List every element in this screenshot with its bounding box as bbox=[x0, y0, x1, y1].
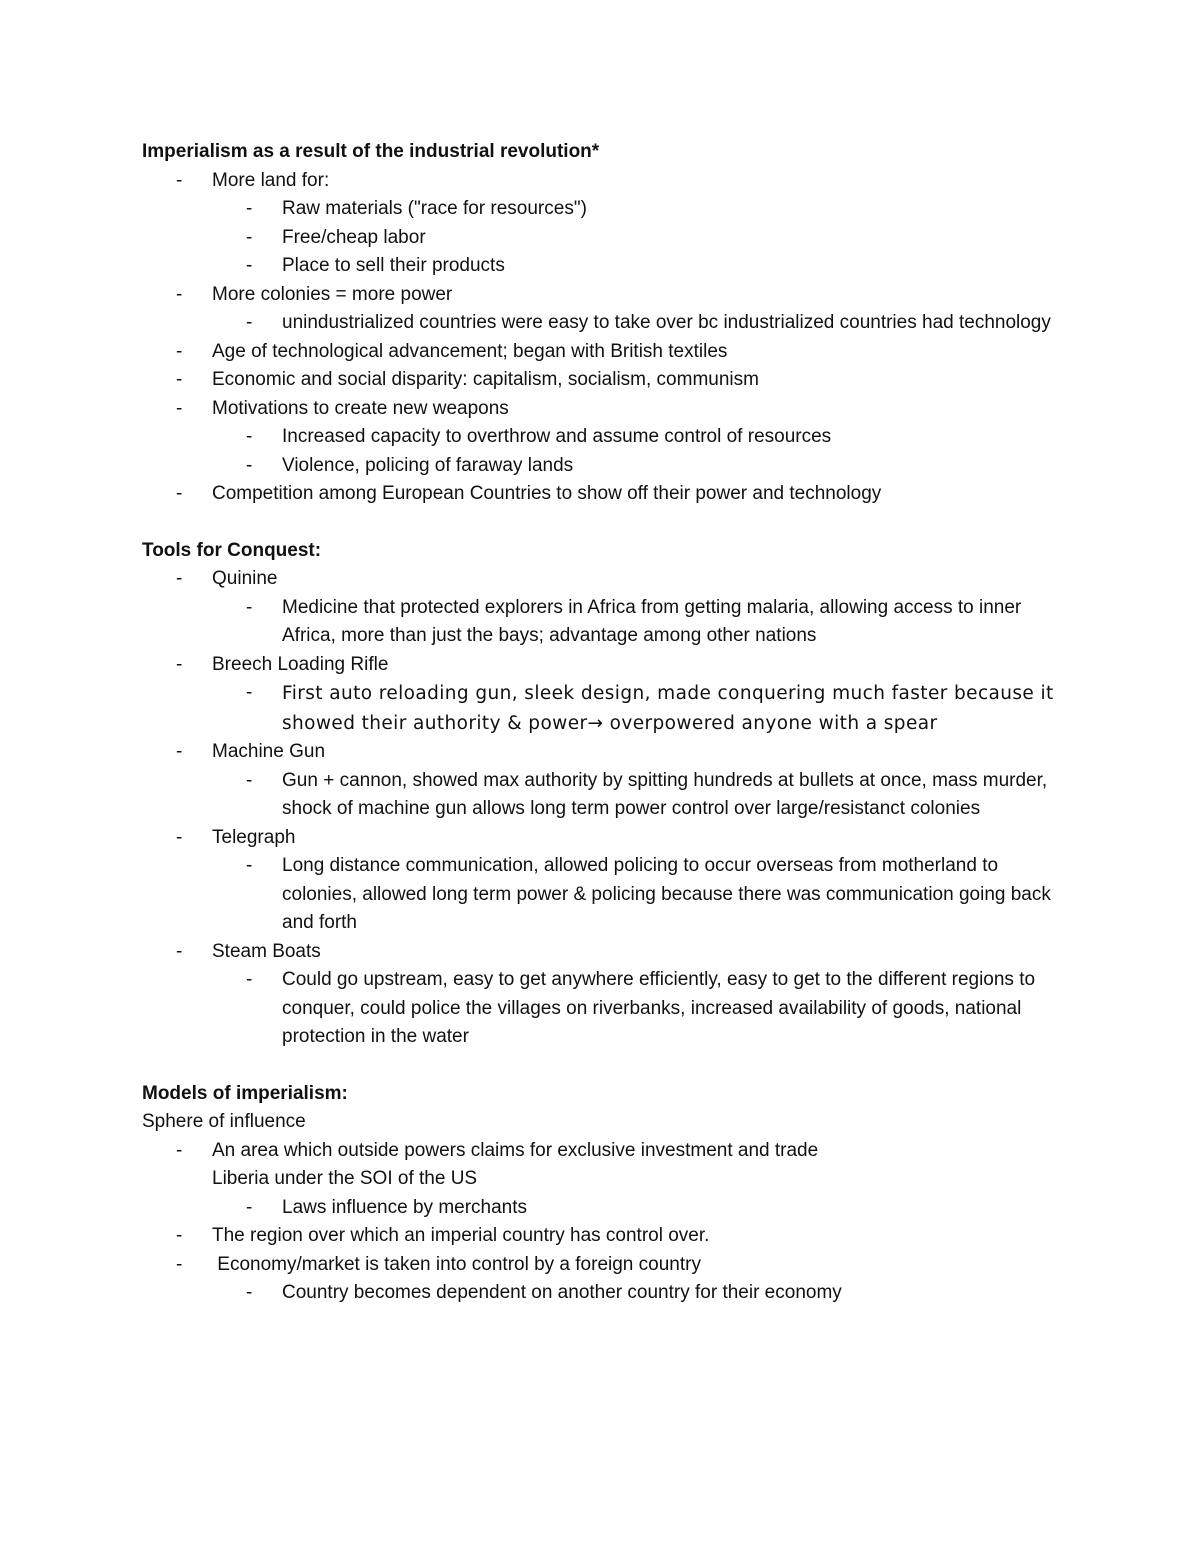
list-item: - An area which outside powers claims for exclusive investment and trade Liberia under the SOI of the US - Laws influence by merchants bbox=[142, 1137, 1062, 1223]
bullet-dash: - bbox=[176, 1225, 183, 1246]
bullet-dash: - bbox=[246, 226, 253, 248]
list-item: - Economic and social disparity: capitalism, socialism, communism bbox=[142, 366, 1062, 395]
bullet-dash: - bbox=[246, 255, 253, 276]
bullet-dash: - bbox=[246, 969, 253, 990]
bullet-dash: - bbox=[176, 369, 183, 390]
bullet-dash: - bbox=[246, 855, 253, 876]
sub-list-item: - First auto reloading gun, sleek design, made conquering much faster because it showed their authority & power→ overpowered anyone with a spear bbox=[212, 679, 1062, 738]
list-item: - Competition among European Countries to show off their power and technology bbox=[142, 480, 1062, 509]
sub-list bbox=[212, 679, 1062, 738]
section-subheading: Sphere of influence bbox=[142, 1111, 306, 1132]
list-item: - Machine Gun - Gun + cannon, showed max authority by spitting hundreds at bullets at once, mass murder, shock of machine gun allows long term power control over large/resistanct colonies bbox=[142, 738, 1062, 824]
sub-list-item: - Violence, policing of faraway lands bbox=[212, 452, 1062, 481]
list-item: - Age of technological advancement; began with British textiles bbox=[142, 338, 1062, 367]
sub-list-item: - Medicine that protected explorers in Africa from getting malaria, allowing access to inner Africa, more than just the bays; advantage among other nations bbox=[212, 594, 1062, 651]
sub-list bbox=[212, 852, 1062, 938]
bullet-dash: - bbox=[246, 596, 253, 618]
bullet-dash: - bbox=[246, 682, 253, 703]
section-tools-for-conquest bbox=[142, 537, 1062, 1052]
list-item: - Steam Boats - Could go upstream, easy to get anywhere efficiently, easy to get to the different regions to conquer, could police the villages on riverbanks, increased availability of goods, national protection in the water bbox=[142, 938, 1062, 1052]
bullet-list bbox=[142, 1137, 1062, 1308]
list-item: - Economy/market is taken into control by a foreign country - Country becomes dependent on another country for their economy bbox=[142, 1251, 1062, 1308]
list-item: - Quinine - Medicine that protected explorers in Africa from getting malaria, allowing access to inner Africa, more than just the bays; advantage among other nations bbox=[142, 565, 1062, 651]
sub-list bbox=[212, 767, 1062, 824]
section-heading: Tools for Conquest: bbox=[142, 539, 322, 561]
section-industrial-revolution bbox=[142, 138, 1062, 509]
document-page bbox=[142, 138, 1062, 1308]
bullet-dash: - bbox=[176, 283, 183, 305]
sub-list-item: - Place to sell their products bbox=[212, 252, 1062, 281]
sub-list-item: - Long distance communication, allowed policing to occur overseas from motherland to colonies, allowed long term power & policing because there was communication going back and forth bbox=[212, 852, 1062, 938]
sub-list-item: - Free/cheap labor bbox=[212, 224, 1062, 253]
list-item: - Telegraph - Long distance communication, allowed policing to occur overseas from motherland to colonies, allowed long term power & policing because there was communication going back and forth bbox=[142, 824, 1062, 938]
list-item: - More colonies = more power - unindustrialized countries were easy to take over bc industrialized countries had technology bbox=[142, 281, 1062, 338]
sub-list-item: - unindustrialized countries were easy to take over bc industrialized countries had technology bbox=[212, 309, 1062, 338]
sub-list bbox=[212, 423, 1062, 480]
bullet-list bbox=[142, 167, 1062, 509]
bullet-dash: - bbox=[246, 1196, 253, 1218]
bullet-dash: - bbox=[176, 340, 183, 362]
section-heading: Imperialism as a result of the industrial revolution* bbox=[142, 141, 600, 162]
sub-list bbox=[212, 1279, 1062, 1308]
sub-list-item: - Increased capacity to overthrow and assume control of resources bbox=[212, 423, 1062, 452]
bullet-dash: - bbox=[246, 1282, 253, 1303]
list-item: - Motivations to create new weapons - Increased capacity to overthrow and assume control of resources - Violence, policing of faraway lands bbox=[142, 395, 1062, 481]
bullet-dash: - bbox=[246, 426, 253, 447]
bullet-dash: - bbox=[246, 312, 253, 333]
list-item: - More land for: - Raw materials ("race for resources") - Free/cheap labor - Place to sell their products bbox=[142, 167, 1062, 281]
bullet-dash: - bbox=[176, 1139, 183, 1161]
sub-list-item: - Gun + cannon, showed max authority by spitting hundreds at bullets at once, mass murder, shock of machine gun allows long term power control over large/resistanct colonies bbox=[212, 767, 1062, 824]
bullet-dash: - bbox=[176, 741, 183, 762]
sub-list-item: - Laws influence by merchants bbox=[212, 1194, 1062, 1223]
list-item-continuation: Liberia under the SOI of the US bbox=[212, 1168, 478, 1189]
bullet-dash: - bbox=[176, 826, 183, 848]
sub-list bbox=[212, 195, 1062, 281]
bullet-dash: - bbox=[176, 169, 183, 191]
bullet-dash: - bbox=[176, 568, 183, 589]
sub-list bbox=[212, 309, 1062, 338]
sub-list bbox=[212, 966, 1062, 1052]
list-item: - The region over which an imperial country has control over. bbox=[142, 1222, 1062, 1251]
bullet-list bbox=[142, 565, 1062, 1052]
bullet-dash: - bbox=[176, 483, 183, 504]
bullet-dash: - bbox=[176, 397, 183, 419]
sub-list bbox=[212, 594, 1062, 651]
bullet-dash: - bbox=[246, 198, 253, 219]
bullet-dash: - bbox=[246, 454, 253, 476]
bullet-dash: - bbox=[176, 1253, 183, 1275]
list-item: - Breech Loading Rifle - First auto reloading gun, sleek design, made conquering much faster because it showed their authority & power→ overpowered anyone with a spear bbox=[142, 651, 1062, 739]
bullet-dash: - bbox=[176, 653, 183, 675]
section-models-of-imperialism bbox=[142, 1080, 1062, 1308]
bullet-dash: - bbox=[176, 940, 183, 962]
sub-list-item: - Raw materials ("race for resources") bbox=[212, 195, 1062, 224]
bullet-dash: - bbox=[246, 769, 253, 791]
sub-list-item: - Could go upstream, easy to get anywhere efficiently, easy to get to the different regions to conquer, could police the villages on riverbanks, increased availability of goods, national protection in the water bbox=[212, 966, 1062, 1052]
sub-list-item: - Country becomes dependent on another country for their economy bbox=[212, 1279, 1062, 1308]
sub-list bbox=[212, 1194, 1062, 1223]
section-heading: Models of imperialism: bbox=[142, 1082, 348, 1104]
